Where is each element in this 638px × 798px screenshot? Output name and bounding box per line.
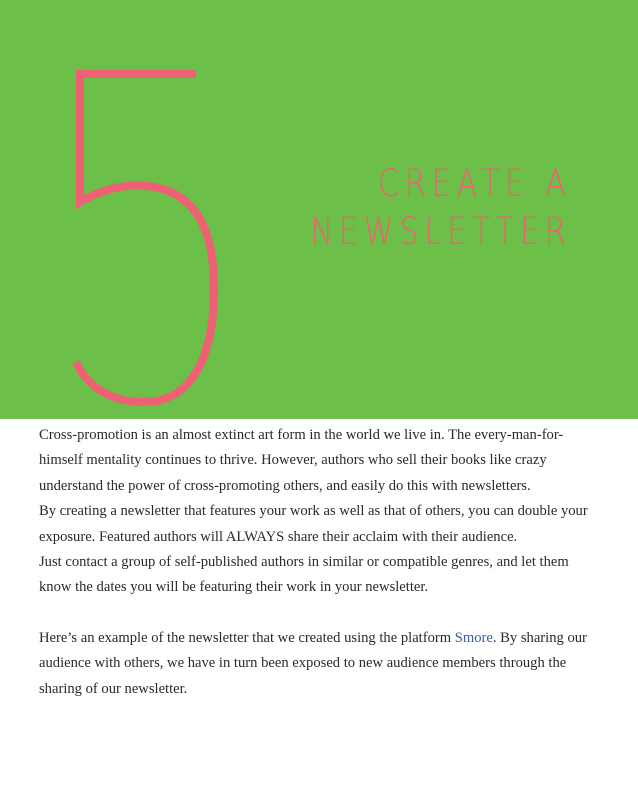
heading-line-2: NEWSLETTER: [310, 210, 572, 253]
numeral-five-graphic: [50, 60, 220, 420]
numeral-five-stroke: [76, 74, 214, 402]
smore-link[interactable]: Smore: [454, 629, 493, 646]
smore-text-after: . By sharing our audience with others, we have in turn been exposed to new audience members through the sharing of our newsletter.: [39, 629, 587, 697]
section-heading: [311, 160, 572, 256]
paragraph-double-exposure: By creating a newsletter that features your work as well as that of others, you can double your exposure. Featured authors will ALWAYS share their acclaim with their audience.: [39, 503, 588, 545]
body-text: [39, 423, 599, 702]
heading-line-1: CREATE A: [378, 162, 572, 205]
paragraph-contact-authors: Just contact a group of self-published authors in similar or compatible genres, and let them know the dates you will be featuring their work in your newsletter.: [39, 554, 569, 596]
paragraph-cross-promotion: Cross-promotion is an almost extinct art form in the world we live in. The every-man-for-himself mentality continues to thrive. However, authors who sell their books like crazy understand the power of cross-promoting others, and easily do this with newsletters.: [39, 427, 564, 494]
smore-text-before: Here’s an example of the newsletter that we created using the platform: [39, 629, 455, 646]
paragraph-smore-example: [39, 626, 599, 702]
